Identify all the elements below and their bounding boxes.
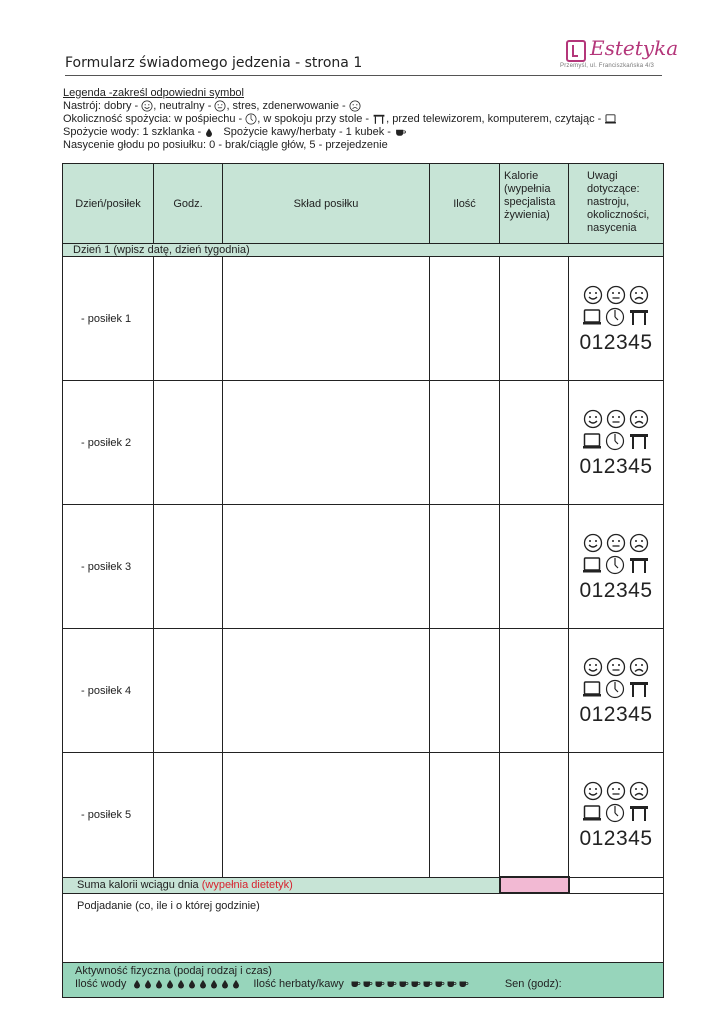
smile-icon — [141, 100, 153, 112]
sad-face-icon[interactable] — [629, 657, 649, 677]
water-drop-icon[interactable] — [176, 978, 186, 990]
sad-face-icon — [349, 100, 361, 112]
meal-label: - posiłek 1 — [63, 257, 154, 381]
col-composition-header: Skład posiłku — [223, 164, 430, 244]
col-calories-header: Kalorie (wypełnia specjalista żywienia) — [500, 164, 569, 244]
water-drop-icon[interactable] — [187, 978, 197, 990]
day-label[interactable]: Dzień 1 (wpisz datę, dzień tygodnia) — [63, 244, 664, 257]
water-drop-icon[interactable] — [209, 978, 219, 990]
cup-icon[interactable] — [386, 979, 397, 989]
activity-row — [63, 963, 664, 998]
col-time-header: Godz. — [154, 164, 223, 244]
cup-icon[interactable] — [422, 979, 433, 989]
composition-cell[interactable] — [223, 257, 430, 381]
table-icon[interactable] — [628, 307, 650, 327]
header-row — [63, 164, 664, 244]
sum-notes-cell — [569, 877, 664, 893]
water-drop-icon — [204, 127, 214, 138]
legend-circumstances: Okoliczność spożycia: w pośpiechu - , w spokoju przy stole - , przed telewizorem, komputerem, czytając - — [63, 113, 617, 126]
calories-cell[interactable] — [500, 505, 569, 629]
water-drops — [132, 978, 241, 990]
composition-cell[interactable] — [223, 381, 430, 505]
meal-row — [63, 505, 664, 629]
notes-cell — [569, 505, 664, 629]
water-drop-icon[interactable] — [231, 978, 241, 990]
sad-face-icon[interactable] — [629, 285, 649, 305]
meal-row — [63, 257, 664, 381]
smile-icon[interactable] — [583, 409, 603, 429]
day-row — [63, 244, 664, 257]
smile-icon[interactable] — [583, 285, 603, 305]
composition-cell[interactable] — [223, 629, 430, 753]
amount-cell[interactable] — [430, 629, 500, 753]
amount-cell[interactable] — [430, 753, 500, 878]
hunger-scale[interactable]: 012345 — [579, 330, 653, 354]
coffee-label: Ilość herbaty/kawy — [253, 978, 344, 990]
water-drop-icon[interactable] — [198, 978, 208, 990]
cup-icon — [394, 127, 407, 138]
cup-icon[interactable] — [410, 979, 421, 989]
cup-icon[interactable] — [374, 979, 385, 989]
col-amount-header: Ilość — [430, 164, 500, 244]
cup-icon[interactable] — [362, 979, 373, 989]
sad-face-icon[interactable] — [629, 781, 649, 801]
table-icon[interactable] — [628, 431, 650, 451]
logo — [560, 36, 679, 76]
water-drop-icon[interactable] — [132, 978, 142, 990]
composition-cell[interactable] — [223, 505, 430, 629]
calories-cell[interactable] — [500, 381, 569, 505]
col-meal-header: Dzień/posiłek — [63, 164, 154, 244]
table-icon[interactable] — [628, 679, 650, 699]
meal-row — [63, 381, 664, 505]
time-cell[interactable] — [154, 753, 223, 878]
monitor-icon[interactable] — [582, 431, 602, 451]
time-cell[interactable] — [154, 505, 223, 629]
meal-row — [63, 629, 664, 753]
clock-icon[interactable] — [605, 679, 625, 699]
water-label: Ilość wody — [75, 978, 127, 990]
monitor-icon[interactable] — [582, 307, 602, 327]
neutral-face-icon — [214, 100, 226, 112]
legend-mood: Nastrój: dobry - , neutralny - , stres, zdenerwowanie - — [63, 100, 361, 113]
table-icon[interactable] — [628, 803, 650, 823]
water-drop-icon[interactable] — [143, 978, 153, 990]
sum-label: Suma kalorii wciągu dnia (wypełnia dietetyk) — [63, 877, 500, 893]
monitor-icon — [604, 113, 617, 125]
clock-icon — [245, 113, 257, 125]
coffee-cups — [350, 979, 469, 989]
cup-icon[interactable] — [350, 979, 361, 989]
meal-label: - posiłek 3 — [63, 505, 154, 629]
monitor-icon[interactable] — [582, 679, 602, 699]
activity-label: Aktywność fizyczna (podaj rodzaj i czas) — [75, 965, 272, 977]
snacking-label[interactable]: Podjadanie (co, ile i o której godzinie) — [63, 893, 664, 963]
calories-cell[interactable] — [500, 257, 569, 381]
monitor-icon[interactable] — [582, 555, 602, 575]
notes-cell — [569, 629, 664, 753]
water-drop-icon[interactable] — [165, 978, 175, 990]
food-diary-table — [62, 163, 664, 998]
notes-cell — [569, 753, 664, 878]
sad-face-icon[interactable] — [629, 409, 649, 429]
time-cell[interactable] — [154, 629, 223, 753]
logo-address: Przemyśl, ul. Franciszkańska 4/3 — [560, 63, 655, 69]
meal-label: - posiłek 5 — [63, 753, 154, 878]
page-title: Formularz świadomego jedzenia - strona 1 — [65, 55, 363, 71]
smile-icon[interactable] — [583, 781, 603, 801]
time-cell[interactable] — [154, 381, 223, 505]
table-icon[interactable] — [628, 555, 650, 575]
monitor-icon[interactable] — [582, 803, 602, 823]
cup-icon[interactable] — [398, 979, 409, 989]
cup-icon[interactable] — [446, 979, 457, 989]
cup-icon[interactable] — [434, 979, 445, 989]
logo-mark-icon — [566, 40, 586, 62]
cup-icon[interactable] — [458, 979, 469, 989]
snacking-row[interactable] — [63, 893, 664, 963]
meal-label: - posiłek 2 — [63, 381, 154, 505]
water-drop-icon[interactable] — [154, 978, 164, 990]
table-icon — [372, 113, 386, 125]
title-divider — [65, 75, 662, 76]
col-notes-header: Uwagi dotyczące: nastroju, okoliczności, nasycenia — [569, 164, 664, 244]
legend-heading: Legenda -zakreśl odpowiedni symbol — [63, 87, 244, 99]
sleep-label: Sen (godz): — [504, 978, 562, 990]
neutral-face-icon[interactable] — [606, 533, 626, 553]
hunger-scale[interactable]: 012345 — [579, 702, 653, 726]
hunger-scale[interactable]: 012345 — [579, 826, 653, 850]
clock-icon[interactable] — [605, 431, 625, 451]
calories-cell[interactable] — [500, 629, 569, 753]
sum-calories-cell[interactable] — [500, 877, 569, 893]
legend-hunger: Nasycenie głodu po posiułku: 0 - brak/ciągle głów, 5 - przejedzenie — [63, 139, 388, 151]
amount-cell[interactable] — [430, 381, 500, 505]
activity-cell[interactable] — [63, 963, 664, 998]
logo-brand: Estetyka — [590, 36, 679, 60]
clock-icon[interactable] — [605, 307, 625, 327]
neutral-face-icon[interactable] — [606, 409, 626, 429]
clock-icon[interactable] — [605, 803, 625, 823]
clock-icon[interactable] — [605, 555, 625, 575]
meal-row — [63, 753, 664, 878]
composition-cell[interactable] — [223, 753, 430, 878]
notes-cell — [569, 257, 664, 381]
amount-cell[interactable] — [430, 505, 500, 629]
sum-row — [63, 877, 664, 893]
notes-cell — [569, 381, 664, 505]
calories-cell[interactable] — [500, 753, 569, 878]
neutral-face-icon[interactable] — [606, 781, 626, 801]
amount-cell[interactable] — [430, 257, 500, 381]
time-cell[interactable] — [154, 257, 223, 381]
sad-face-icon[interactable] — [629, 533, 649, 553]
water-drop-icon[interactable] — [220, 978, 230, 990]
meal-label: - posiłek 4 — [63, 629, 154, 753]
smile-icon[interactable] — [583, 533, 603, 553]
smile-icon[interactable] — [583, 657, 603, 677]
hunger-scale[interactable]: 012345 — [579, 454, 653, 478]
hunger-scale[interactable]: 012345 — [579, 578, 653, 602]
legend-water: Spożycie wody: 1 szklanka - Spożycie kawy/herbaty - 1 kubek - — [63, 126, 407, 139]
neutral-face-icon[interactable] — [606, 657, 626, 677]
neutral-face-icon[interactable] — [606, 285, 626, 305]
